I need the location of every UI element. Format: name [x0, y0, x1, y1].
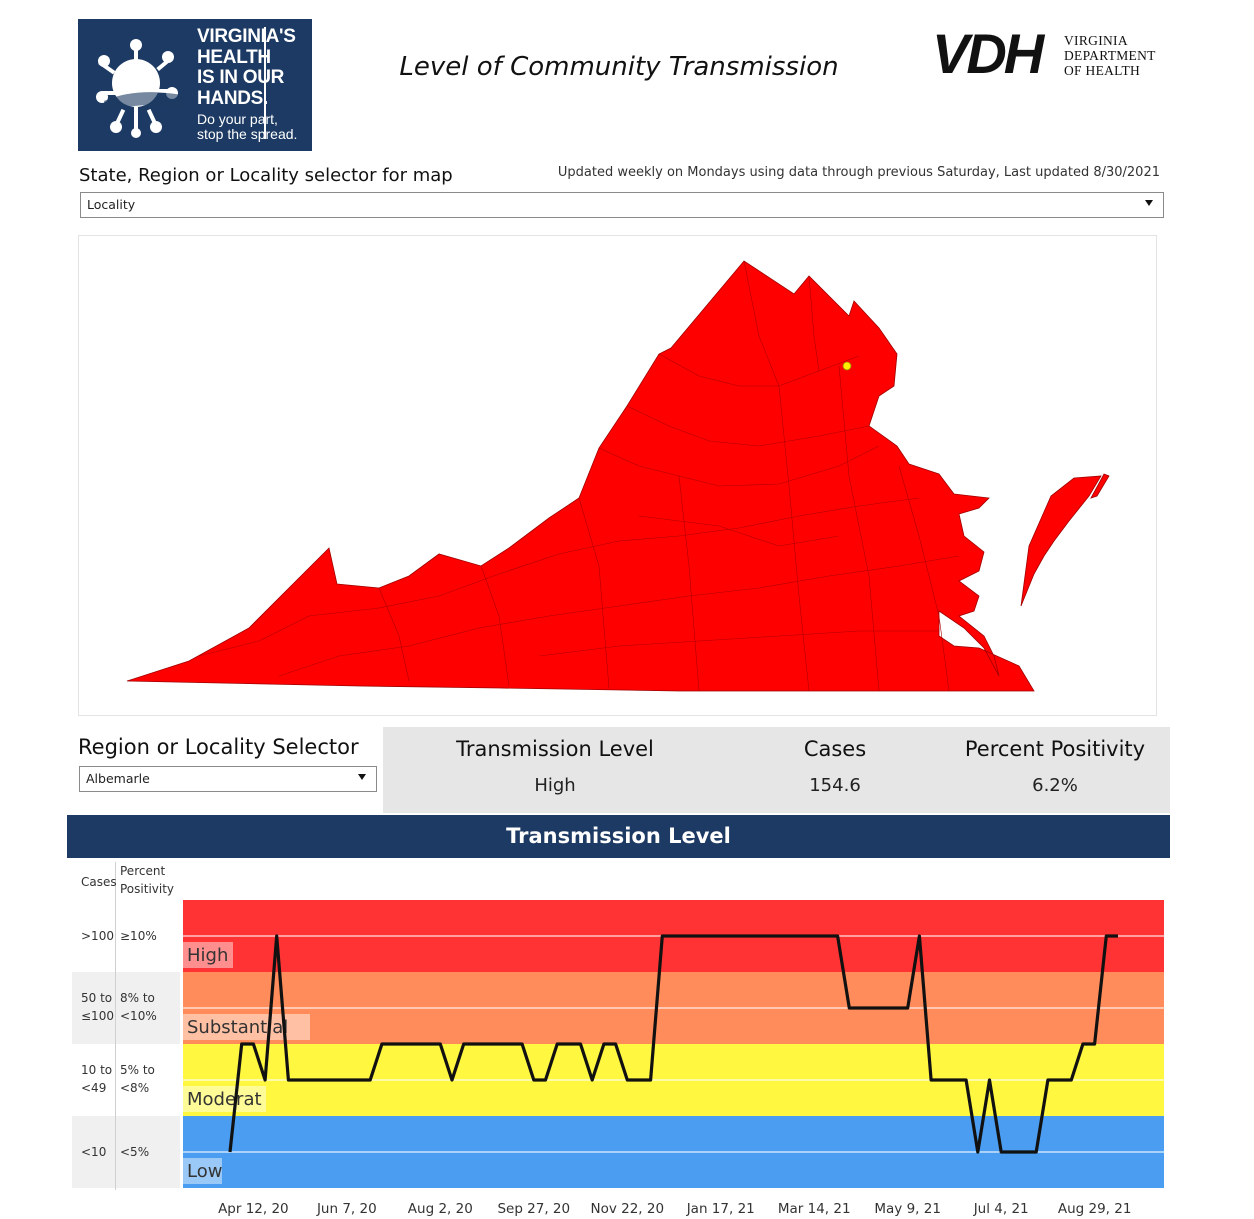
x-tick-label: Aug 29, 21: [1057, 1201, 1132, 1217]
band-label-substantial: Substantial: [187, 1017, 289, 1038]
band-label-moderat: Moderat: [187, 1089, 262, 1110]
percent-positivity-header: Percent Positivity: [964, 737, 1146, 761]
band-sublevel-5: [183, 1080, 1164, 1116]
x-tick-label: Jan 17, 21: [686, 1201, 755, 1217]
page-title: Level of Community Transmission: [399, 52, 839, 82]
map-selector-label: State, Region or Locality selector for map: [79, 165, 453, 186]
x-tick-label: Jul 4, 21: [973, 1201, 1029, 1217]
x-tick-label: Sep 27, 20: [497, 1201, 571, 1217]
percent-positivity-value: 6.2%: [1032, 775, 1078, 796]
x-tick-label: Jun 7, 20: [316, 1201, 377, 1217]
legend-cases-moderate: 10 to <49: [81, 1063, 113, 1095]
x-tick-label: Mar 14, 21: [777, 1201, 851, 1217]
legend-positivity-low: <5%: [120, 1145, 150, 1159]
transmission-level-header: Transmission Level: [456, 737, 654, 761]
logo-tagline: Do your part, stop the spread.: [197, 111, 298, 142]
vdh-logo-text: VIRGINIA DEPARTMENT OF HEALTH: [1064, 33, 1156, 78]
band-sublevel-0: [183, 900, 1164, 936]
band-sublevel-3: [183, 1008, 1164, 1044]
map-level-dropdown-value: Locality: [87, 197, 136, 212]
band-sublevel-7: [183, 1152, 1164, 1188]
updated-note: Updated weekly on Mondays using data through previous Saturday, Last updated 8/30/2021: [557, 165, 1160, 180]
band-sublevel-4: [183, 1044, 1164, 1080]
region-selector-label: Region or Locality Selector: [78, 735, 359, 759]
band-sublevel-1: [183, 936, 1164, 972]
band-sublevel-2: [183, 972, 1164, 1008]
x-tick-label: Nov 22, 20: [590, 1201, 665, 1217]
legend-cases-substantial: 50 to ≤100: [81, 991, 114, 1023]
logo-headline: VIRGINIA'S HEALTH IS IN OUR HANDS.: [197, 26, 296, 109]
band-label-high: High: [187, 945, 229, 966]
transmission-level-value: High: [534, 775, 576, 796]
legend-positivity-header: Percent Positivity: [120, 864, 175, 896]
transmission-level-banner: Transmission Level: [67, 815, 1170, 858]
vdh-logo-mark: VDH: [932, 22, 1042, 85]
cases-header: Cases: [803, 737, 867, 761]
x-tick-label: Apr 12, 20: [218, 1201, 289, 1217]
band-label-low: Low: [187, 1161, 223, 1182]
legend-positivity-high: ≥10%: [120, 929, 157, 943]
cases-value: 154.6: [809, 775, 861, 796]
chart-x-axis: [218, 1201, 1131, 1217]
legend-positivity-substantial: 8% to <10%: [120, 991, 157, 1023]
region-dropdown-value: Albemarle: [86, 771, 150, 786]
legend-positivity-moderate: 5% to <8%: [120, 1063, 155, 1095]
x-tick-label: Aug 2, 20: [407, 1201, 473, 1217]
x-tick-label: May 9, 21: [874, 1201, 941, 1217]
legend-cases-high: >100: [81, 929, 114, 943]
band-sublevel-6: [183, 1116, 1164, 1152]
legend-cases-low: <10: [81, 1145, 107, 1159]
chart-bands: [183, 900, 1164, 1188]
legend-cases-header: Cases: [81, 875, 117, 889]
